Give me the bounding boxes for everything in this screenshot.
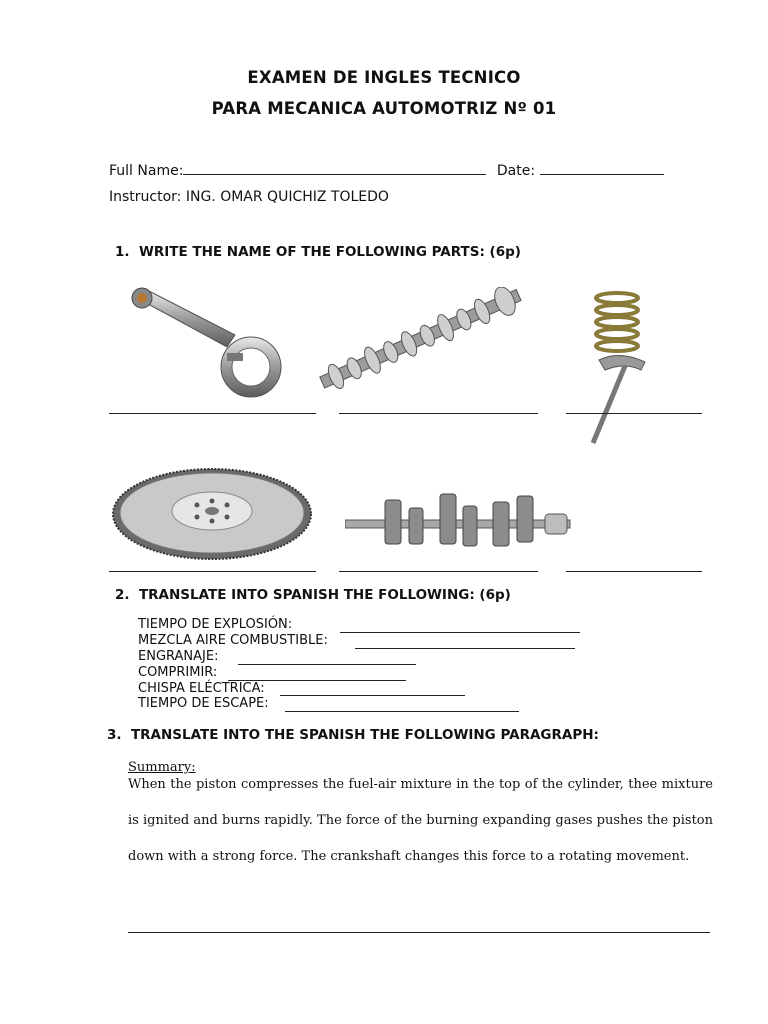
translate-answer-1[interactable] <box>340 632 580 633</box>
section-2-heading <box>115 587 511 603</box>
translate-answer-3[interactable] <box>238 664 416 665</box>
section-2-number: 2. <box>115 587 130 603</box>
part-4-answer[interactable] <box>109 571 316 572</box>
section-3-heading <box>107 727 599 743</box>
connecting-rod-image <box>127 287 287 402</box>
date-field[interactable] <box>540 161 664 175</box>
valve-spring-image <box>585 288 655 446</box>
part-1-answer[interactable] <box>109 413 316 414</box>
section-1-heading <box>115 244 521 260</box>
instructor-line: Instructor: ING. OMAR QUICHIZ TOLEDO <box>109 189 389 205</box>
summary-paragraph: When the piston compresses the fuel-air mixture in the top of the cylinder, thee mixture is ignited and burns rapidly. The force of the burning expanding gases pushes the piston down with a strong force. The crankshaft changes this force to a rotating movement. <box>128 777 713 864</box>
full-name-label: Full Name: <box>109 163 184 179</box>
part-6-answer[interactable] <box>566 571 702 572</box>
section-3-number: 3. <box>107 727 122 743</box>
section-2-title: TRANSLATE INTO SPANISH THE FOLLOWING: (6p) <box>138 587 511 603</box>
translate-item-4: COMPRIMIR: <box>138 665 218 680</box>
paragraph-answer-line[interactable] <box>128 932 710 933</box>
camshaft-image <box>308 287 533 392</box>
translate-item-2: MEZCLA AIRE COMBUSTIBLE: <box>138 633 328 648</box>
translate-item-3: ENGRANAJE: <box>138 649 219 664</box>
date-label: Date: <box>496 163 536 179</box>
flywheel-image <box>111 467 313 562</box>
translate-item-6: TIEMPO DE ESCAPE: <box>138 696 269 711</box>
full-name-field[interactable] <box>183 161 486 175</box>
translate-answer-6[interactable] <box>285 711 519 712</box>
exam-subtitle: PARA MECANICA AUTOMOTRIZ Nº 01 <box>211 99 557 118</box>
crankshaft-image <box>345 490 575 555</box>
translate-answer-2[interactable] <box>355 648 575 649</box>
part-5-answer[interactable] <box>339 571 538 572</box>
translate-answer-5[interactable] <box>280 695 465 696</box>
section-1-title: WRITE THE NAME OF THE FOLLOWING PARTS: (6p) <box>138 244 521 260</box>
part-2-answer[interactable] <box>339 413 538 414</box>
summary-label: Summary: <box>128 760 196 775</box>
summary-block <box>128 760 713 875</box>
section-1-number: 1. <box>115 244 130 260</box>
exam-title: EXAMEN DE INGLES TECNICO <box>247 68 521 87</box>
translate-item-5: CHISPA ELÉCTRICA: <box>138 681 265 696</box>
translate-item-1: TIEMPO DE EXPLOSIÓN: <box>138 617 293 632</box>
section-3-title: TRANSLATE INTO THE SPANISH THE FOLLOWING PARAGRAPH: <box>130 727 599 743</box>
name-date-row <box>109 161 664 179</box>
part-3-answer[interactable] <box>566 413 702 414</box>
